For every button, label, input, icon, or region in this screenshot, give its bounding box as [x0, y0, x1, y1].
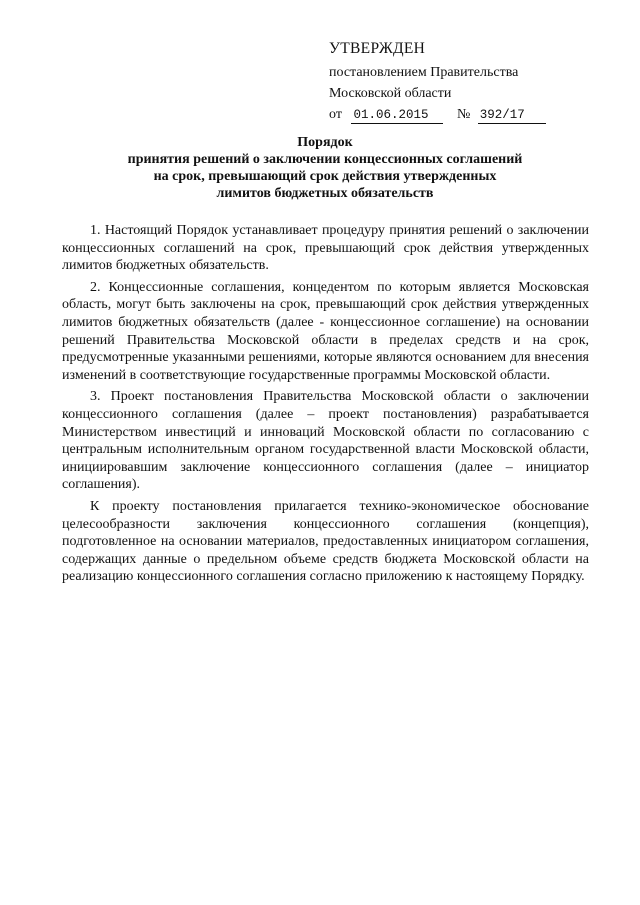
heading-line-2: принятия решений о заключении концессионных соглашений: [127, 152, 523, 167]
approval-line-1: постановлением Правительства: [329, 65, 519, 80]
approval-block: [329, 38, 629, 125]
paragraph-3: 3. Проект постановления Правительства Московской области о заключении концессионного соглашения (далее – проект постановления) разрабатывается Министерством инвестиций и инноваций Московской области по согласованию с центральным исполнительным органом государственной власти Московской области, инициировавшим заключение концессионного соглашения (далее – инициатор соглашения).: [62, 389, 589, 493]
approval-date: 01.06.2015: [351, 108, 443, 124]
document-heading: [60, 134, 590, 202]
approval-line-2: Московской области: [329, 86, 452, 101]
date-prefix: от: [329, 107, 342, 122]
document-body: [62, 222, 589, 590]
approval-date-row: [329, 104, 629, 125]
paragraph-4: К проекту постановления прилагается технико-экономическое обоснование целесообразности заключения концессионного соглашения (концепция), подготовленное на основании материалов, предоставленных инициатором соглашения, содержащих данные о предельном объеме средств бюджета Московской области на реализацию концессионного соглашения согласно приложению к настоящему Порядку.: [62, 498, 589, 585]
heading-line-3: на срок, превышающий срок действия утвержденных: [153, 169, 497, 184]
paragraph-1: 1. Настоящий Порядок устанавливает процедуру принятия решений о заключении концессионных соглашений на срок, превышающий срок действия утвержденных лимитов бюджетных обязательств.: [62, 223, 589, 274]
paragraph-2: 2. Концессионные соглашения, концедентом по которым является Московская область, могут быть заключены на срок, превышающий срок действия утвержденных лимитов бюджетных обязательств (далее - концессионное соглашение) на основании решений Правительства Московской области в пределах средств и на срок, предусмотренные указанными решениями, которые являются основанием для внесения изменений в соответствующие государственные программы Московской области.: [62, 279, 589, 383]
approval-number: 392/17: [478, 108, 546, 124]
heading-line-4: лимитов бюджетных обязательств: [216, 186, 434, 201]
approval-title: УТВЕРЖДЕН: [329, 40, 426, 57]
heading-line-1: Порядок: [297, 135, 353, 150]
number-label: №: [456, 107, 471, 122]
